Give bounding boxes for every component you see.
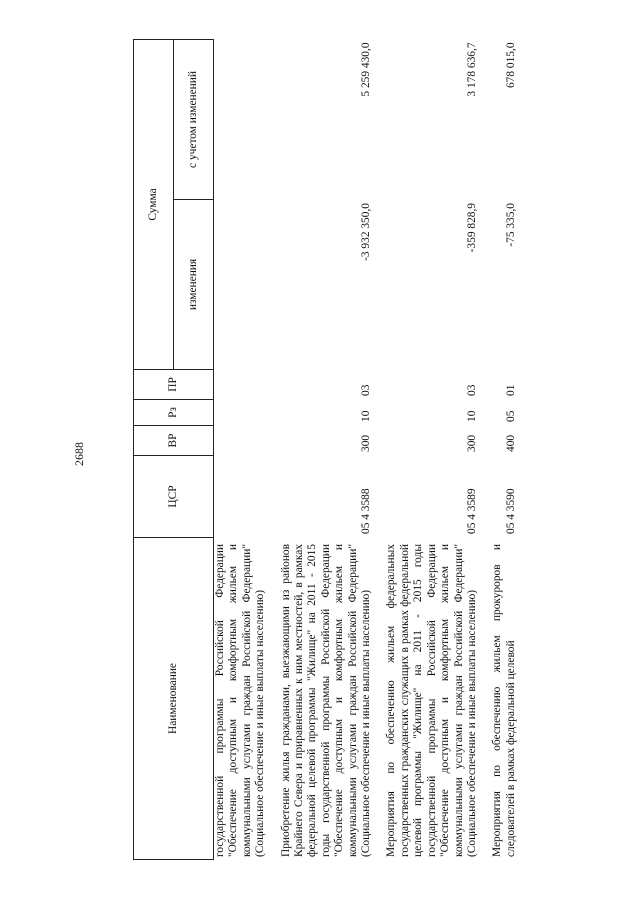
header-with-change: с учетом изменений xyxy=(174,39,214,199)
row-with-change xyxy=(214,39,280,199)
row-pr: 01 xyxy=(504,384,517,396)
row-with-change: 3 178 636,7 xyxy=(465,42,478,97)
header-name: Наименование xyxy=(134,538,214,860)
row-name: Приобретение жилья гражданами, выезжающими из районов Крайнего Севера и приравненных к ним местностей, в рамках федеральной целевой программы "Жилище" на 2011 - 2015 годы государственной программы Российской Федерации "Обеспечение доступным и комфортным жильем и коммунальными услугами граждан Российской Федерации" (Социальное обеспечение и иные выплаты населению) xyxy=(279,544,373,857)
row-rz xyxy=(214,400,280,426)
header-rz: Рз xyxy=(134,400,214,426)
row-csr: 05 4 3590 xyxy=(504,488,517,534)
row-with-change: 5 259 430,0 xyxy=(360,42,373,97)
page-number: 2688 xyxy=(72,442,86,466)
row-pr: 03 xyxy=(465,384,478,396)
row-change: -75 335,0 xyxy=(504,203,517,247)
row-csr: 05 4 3589 xyxy=(465,488,478,534)
row-vr: 400 xyxy=(504,434,517,452)
header-pr: ПР xyxy=(134,370,214,400)
header-csr: ЦСР xyxy=(134,456,214,538)
table-row xyxy=(280,39,386,859)
row-pr xyxy=(214,370,280,400)
table-row xyxy=(385,39,491,859)
header-vr: ВР xyxy=(134,426,214,456)
row-vr: 300 xyxy=(360,434,373,452)
row-name: Мероприятия по обеспечению жильем прокуроров и следователей в рамках федеральной целевой xyxy=(491,544,517,857)
table-row xyxy=(214,39,280,859)
row-rz: 10 xyxy=(465,410,478,422)
row-vr: 300 xyxy=(465,434,478,452)
row-pr: 03 xyxy=(360,384,373,396)
row-rz: 10 xyxy=(360,410,373,422)
row-change: -359 828,9 xyxy=(465,203,478,253)
row-name: государственной программы Российской Федерации "Обеспечение доступным и комфортным жильем и коммунальными услугами граждан Российской Федерации" (Социальное обеспечение и иные выплаты населению) xyxy=(214,544,267,857)
budget-table xyxy=(133,39,530,860)
row-csr xyxy=(214,456,280,538)
row-with-change: 678 015,0 xyxy=(504,42,517,89)
row-name: Мероприятия по обеспечению жильем федеральных государственных гражданских служащих в рамках федеральной целевой программы "Жилище" на 2011 - 2015 годы государственной программы Российской Федерации "Обеспечение доступным и комфортным жильем и коммунальными услугами граждан Российской Федерации" (Социальное обеспечение и иные выплаты населению) xyxy=(385,544,478,857)
header-change: изменения xyxy=(174,200,214,370)
header-sum: Сумма xyxy=(134,39,174,369)
row-rz: 05 xyxy=(504,410,517,422)
header-row-top xyxy=(134,39,174,859)
row-vr xyxy=(214,426,280,456)
table-row xyxy=(491,39,530,859)
row-change: -3 932 350,0 xyxy=(360,203,373,261)
budget-table-frame xyxy=(133,40,598,860)
row-csr: 05 4 3588 xyxy=(360,488,373,534)
row-change xyxy=(214,200,280,370)
